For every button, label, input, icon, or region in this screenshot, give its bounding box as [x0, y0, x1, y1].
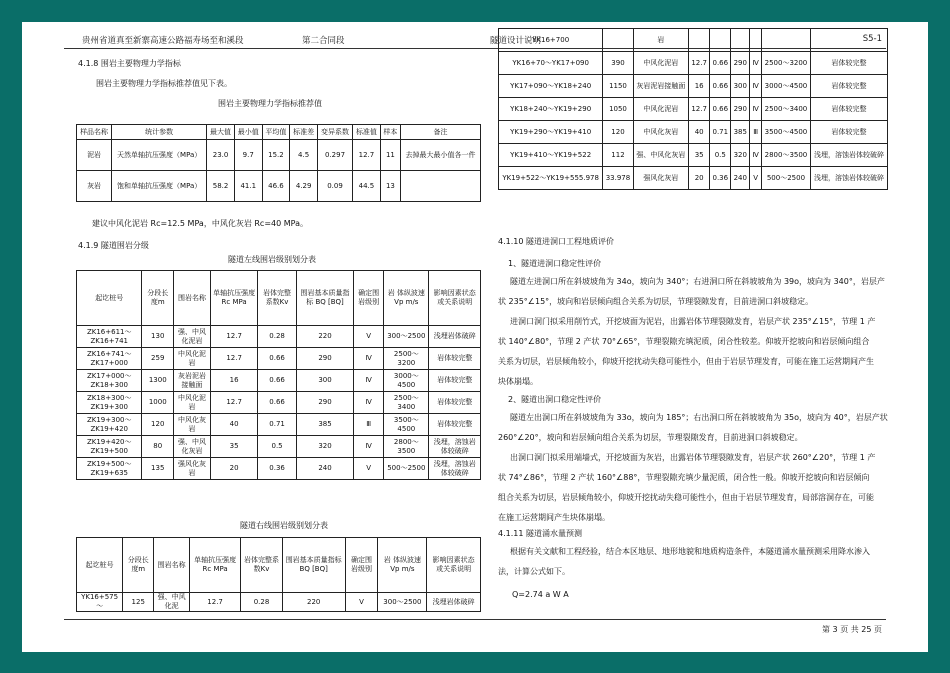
table-cell: 4.5 — [290, 140, 318, 171]
table-cell: 0.28 — [258, 326, 297, 348]
table-cell: 灰岩 — [77, 171, 112, 202]
column-header: 样品名称 — [77, 125, 112, 140]
table-cell: 0.66 — [258, 370, 297, 392]
table-cell: Ⅴ — [354, 326, 384, 348]
table-cell: 浅埋，溶蚀岩体较破碎 — [810, 167, 887, 190]
table-cell: 40 — [211, 414, 258, 436]
column-header: 单轴抗压强度Rc MPa — [211, 271, 258, 326]
table-cell: ZK19+300～ZK19+420 — [77, 414, 142, 436]
table-row — [77, 171, 481, 202]
table-cell: ZK19+500～ZK19+635 — [77, 458, 142, 480]
table-cell: 240 — [296, 458, 353, 480]
table-cell: 0.09 — [317, 171, 352, 202]
text-line: 260°∠20°，坡向和岩层倾向组合关系为切层，节理裂隙发育，目前进洞口斜坡稳定。 — [498, 433, 803, 442]
table-cell: 11 — [380, 140, 400, 171]
table-cell: 2800～3500 — [384, 436, 429, 458]
table-cell: Ⅳ — [354, 436, 384, 458]
table-cell: 2500～3400 — [384, 392, 429, 414]
text-line: 状 140°∠80°，节理 2 产状 70°∠65°，节理裂隙充填泥质，闭合性较差。仰坡开挖坡向和岩层倾向组合 — [498, 337, 870, 346]
table-cell: Ⅳ — [354, 348, 384, 370]
table-cell: 0.66 — [258, 348, 297, 370]
table-cell: 13 — [380, 171, 400, 202]
table-cell: 0.66 — [710, 52, 731, 75]
table-cell: 320 — [296, 436, 353, 458]
table-cell: 2800～3500 — [761, 144, 810, 167]
table-cell: ZK18+300～ZK19+300 — [77, 392, 142, 414]
table-cell: 2500～3200 — [761, 52, 810, 75]
table-cell: 500～2500 — [761, 167, 810, 190]
table-cell: Ⅳ — [354, 370, 384, 392]
header-mid: 第二合同段 — [302, 36, 345, 46]
table-row — [77, 370, 481, 392]
table-row — [77, 140, 481, 171]
table-cell: 强、中风化泥 — [154, 593, 190, 612]
table-cell: 240 — [731, 167, 750, 190]
text-line: 组合关系为切层，岩层倾角较小，仰坡开挖扰动失稳可能性小，但由于岩层节理发育，局部溶洞存在，可能 — [498, 493, 874, 502]
table-cell: 120 — [142, 414, 174, 436]
table-cell: 12.7 — [211, 392, 258, 414]
table-cell: 去掉最大最小值各一件 — [401, 140, 481, 171]
column-header: 围岩名称 — [174, 271, 211, 326]
text-line: 隧道左进洞口所在斜坡坡角为 34o，坡向为 340°；右进洞口所在斜坡坡角为 39o，坡向为 340°，岩层产 — [510, 277, 885, 286]
left-line-rock-class-table — [76, 270, 481, 480]
table-cell: YK16+70～YK17+090 — [499, 52, 603, 75]
table-header-row — [77, 538, 481, 593]
section-heading-4-1-8: 4.1.8 围岩主要物理力学指标 — [78, 59, 181, 68]
table-cell: 130 — [142, 326, 174, 348]
column-header: 单轴抗压强度Rc MPa — [189, 538, 240, 593]
table-cell: 1150 — [603, 75, 633, 98]
table-row — [499, 144, 888, 167]
table-cell: 41.1 — [234, 171, 262, 202]
table-cell: 15.2 — [262, 140, 290, 171]
table-cell: 0.66 — [710, 75, 731, 98]
table-header-row — [77, 125, 481, 140]
column-header: 分段长度m — [142, 271, 174, 326]
paragraph: 围岩主要物理力学指标推荐值见下表。 — [96, 79, 232, 88]
table-cell: 浅埋岩体破碎 — [427, 593, 481, 612]
table-cell: 强、中风化泥岩 — [174, 326, 211, 348]
table-cell: YK19+522～YK19+555.978 — [499, 167, 603, 190]
table-cell: 500～2500 — [384, 458, 429, 480]
header-center: 隧道设计说明 — [490, 36, 542, 46]
table-cell: 33.978 — [603, 167, 633, 190]
table-cell: 0.71 — [258, 414, 297, 436]
table-cell — [710, 29, 731, 52]
table-cell: 0.36 — [710, 167, 731, 190]
table-cell: 120 — [603, 121, 633, 144]
column-header: 起讫桩号 — [77, 538, 123, 593]
header-left: 贵州省道真至新寨高速公路福寿场至和溪段 — [82, 36, 244, 46]
table-header-row — [77, 271, 481, 326]
table-cell: 16 — [211, 370, 258, 392]
table-row — [499, 121, 888, 144]
text-line: 出洞口洞门拟采用端墙式，开挖坡面为灰岩，出露岩体节理裂隙发育，岩层产状 260°∠20°，节理 1 产 — [510, 453, 876, 462]
table-cell: 125 — [123, 593, 154, 612]
table-title: 围岩主要物理力学指标推荐值 — [218, 99, 322, 108]
table-cell — [731, 29, 750, 52]
table-cell: 岩体较完整 — [429, 414, 481, 436]
table-cell: 58.2 — [207, 171, 235, 202]
inflow-paragraph — [498, 542, 898, 582]
table-cell: 0.297 — [317, 140, 352, 171]
table-cell: 12.7 — [689, 52, 710, 75]
table-cell — [810, 29, 887, 52]
table-row — [77, 458, 481, 480]
text-line: 在施工运营期间产生块体崩塌。 — [498, 513, 610, 522]
table-cell: 259 — [142, 348, 174, 370]
table-row — [77, 392, 481, 414]
table-cell: 12.7 — [353, 140, 381, 171]
exit-paragraph — [498, 408, 898, 528]
table-cell: Ⅳ — [354, 392, 384, 414]
table-cell — [750, 29, 762, 52]
table-cell: YK19+410～YK19+522 — [499, 144, 603, 167]
table-cell: 220 — [282, 593, 345, 612]
table-cell: ZK16+741～ZK17+000 — [77, 348, 142, 370]
table-cell: Ⅲ — [354, 414, 384, 436]
text-line: 隧道左出洞口所在斜坡坡角为 33o，坡向为 185°；右出洞口所在斜坡坡角为 35o，坡向为 40°，岩层产状 — [510, 413, 888, 422]
table-cell: 0.5 — [258, 436, 297, 458]
table-cell: 4.29 — [290, 171, 318, 202]
column-header: 统计参数 — [112, 125, 207, 140]
column-header: 围岩基本质量指标 BQ [BQ] — [296, 271, 353, 326]
column-header: 影响因素状态或关系说明 — [429, 271, 481, 326]
table-cell: 3000～4500 — [384, 370, 429, 392]
table-cell: 290 — [731, 98, 750, 121]
table-cell: 饱和单轴抗压强度（MPa） — [112, 171, 207, 202]
table-cell: 泥岩 — [77, 140, 112, 171]
table-cell: 135 — [142, 458, 174, 480]
table-cell: 岩体较完整 — [810, 121, 887, 144]
table-cell: 9.7 — [234, 140, 262, 171]
table-cell: Ⅲ — [750, 121, 762, 144]
entrance-paragraph — [498, 272, 898, 392]
formula: Q=2.74 a W A — [512, 590, 569, 599]
table-cell: 岩体较完整 — [429, 348, 481, 370]
table-cell: 岩体较完整 — [810, 98, 887, 121]
column-header: 围岩名称 — [154, 538, 190, 593]
column-header: 备注 — [401, 125, 481, 140]
section-heading-4-1-9: 4.1.9 隧道围岩分级 — [78, 241, 149, 250]
table-cell: 46.6 — [262, 171, 290, 202]
column-header: 最小值 — [234, 125, 262, 140]
table-cell: 290 — [731, 52, 750, 75]
table-cell — [401, 171, 481, 202]
page-number: 第 3 页 共 25 页 — [822, 625, 882, 634]
text-line: 法，计算公式如下。 — [498, 567, 570, 576]
table-cell: 岩体较完整 — [429, 392, 481, 414]
table-cell: 1050 — [603, 98, 633, 121]
table-cell: 290 — [296, 392, 353, 414]
table-row — [499, 52, 888, 75]
column-header: 分段长度m — [123, 538, 154, 593]
subheading: 2、隧道出洞口稳定性评价 — [508, 395, 602, 404]
text-line: 关系为切层，岩层倾角较小，仰坡开挖扰动失稳可能性小，但由于岩层节理发育，可能在施工运营期间产生 — [498, 357, 874, 366]
table-cell: YK18+240～YK19+290 — [499, 98, 603, 121]
table-cell: 300 — [296, 370, 353, 392]
table-cell: Ⅳ — [750, 75, 762, 98]
table-cell: 16 — [689, 75, 710, 98]
table-cell: 浅埋，溶蚀岩体较破碎 — [429, 458, 481, 480]
column-header: 标准差 — [290, 125, 318, 140]
table-cell: 80 — [142, 436, 174, 458]
table-cell: 300～2500 — [384, 326, 429, 348]
table-cell: 385 — [296, 414, 353, 436]
table-cell: 35 — [211, 436, 258, 458]
table-cell: 天然单轴抗压强度（MPa） — [112, 140, 207, 171]
table-cell: 220 — [296, 326, 353, 348]
table-cell: YK16+575～ — [77, 593, 123, 612]
table-cell: 390 — [603, 52, 633, 75]
table-cell: Ⅳ — [750, 98, 762, 121]
text-line: 进洞口洞门拟采用削竹式，开挖坡面为泥岩，出露岩体节理裂隙发育，岩层产状 235°∠15°，节理 1 产 — [510, 317, 876, 326]
table-cell: 0.36 — [258, 458, 297, 480]
table-cell: Ⅴ — [354, 458, 384, 480]
column-header: 标准值 — [353, 125, 381, 140]
table-cell: YK16+700 — [499, 29, 603, 52]
column-header: 岩 体纵波速Vp m/s — [378, 538, 427, 593]
table-row — [77, 436, 481, 458]
table-cell: 强、中风化灰岩 — [633, 144, 688, 167]
table-cell: 中风化泥岩 — [633, 52, 688, 75]
table-cell: 中风化泥岩 — [174, 392, 211, 414]
table-cell: 中风化灰岩 — [174, 414, 211, 436]
table-cell: 0.66 — [710, 98, 731, 121]
table-cell: 44.5 — [353, 171, 381, 202]
table-row — [499, 29, 888, 52]
table-row — [77, 348, 481, 370]
table-cell: 35 — [689, 144, 710, 167]
table-title: 隧道右线围岩级别划分表 — [240, 521, 328, 530]
table-cell: 23.0 — [207, 140, 235, 171]
table-cell: 岩体较完整 — [429, 370, 481, 392]
table-row — [77, 326, 481, 348]
table-cell: 40 — [689, 121, 710, 144]
column-header: 起讫桩号 — [77, 271, 142, 326]
footer-rule — [64, 619, 886, 620]
table-cell: 3500～4500 — [384, 414, 429, 436]
table-cell: 112 — [603, 144, 633, 167]
column-header: 确定围岩级别 — [354, 271, 384, 326]
right-line-rock-class-table-continued — [498, 28, 888, 190]
table-cell: 强、中风化灰岩 — [174, 436, 211, 458]
table-cell: 3500～4500 — [761, 121, 810, 144]
table-cell: 岩体较完整 — [810, 52, 887, 75]
table-cell: YK17+090～YK18+240 — [499, 75, 603, 98]
table-cell: 20 — [689, 167, 710, 190]
column-header: 围岩基本质量指标 BQ [BQ] — [282, 538, 345, 593]
table-cell: 1300 — [142, 370, 174, 392]
table-cell: 中风化灰岩 — [633, 121, 688, 144]
table-cell: 12.7 — [211, 326, 258, 348]
column-header: 岩体完整系数Kv — [241, 538, 283, 593]
table-cell: 300～2500 — [378, 593, 427, 612]
table-cell: 12.7 — [189, 593, 240, 612]
table-row — [499, 98, 888, 121]
table-cell: 2500～3200 — [384, 348, 429, 370]
table-cell: 385 — [731, 121, 750, 144]
table-cell: Ⅴ — [345, 593, 378, 612]
table-cell — [689, 29, 710, 52]
column-header: 确定围岩级别 — [345, 538, 378, 593]
table-cell: 320 — [731, 144, 750, 167]
table-cell: 1000 — [142, 392, 174, 414]
table-cell — [761, 29, 810, 52]
column-header: 最大值 — [207, 125, 235, 140]
column-header: 平均值 — [262, 125, 290, 140]
table-cell: 浅埋岩体破碎 — [429, 326, 481, 348]
properties-table — [76, 124, 481, 202]
table-cell — [603, 29, 633, 52]
table-row — [77, 414, 481, 436]
table-cell: 浅埋，溶蚀岩体较破碎 — [810, 144, 887, 167]
column-header: 影响因素状态或关系说明 — [427, 538, 481, 593]
table-row — [77, 593, 481, 612]
table-title: 隧道左线围岩级别划分表 — [228, 255, 316, 264]
table-cell: YK19+290～YK19+410 — [499, 121, 603, 144]
table-cell: 强风化灰岩 — [633, 167, 688, 190]
table-row — [499, 75, 888, 98]
column-header: 岩 体纵波速Vp m/s — [384, 271, 429, 326]
table-cell: 中风化泥岩 — [174, 348, 211, 370]
table-cell: 岩 — [633, 29, 688, 52]
table-cell: 0.5 — [710, 144, 731, 167]
table-cell: Ⅳ — [750, 144, 762, 167]
column-header: 样本 — [380, 125, 400, 140]
table-cell: 0.28 — [241, 593, 283, 612]
table-cell: ZK16+611～ZK16+741 — [77, 326, 142, 348]
table-cell: 岩体较完整 — [810, 75, 887, 98]
table-cell: 中风化泥岩 — [633, 98, 688, 121]
right-line-rock-class-table — [76, 537, 481, 612]
table-cell: 12.7 — [689, 98, 710, 121]
table-cell: 0.71 — [710, 121, 731, 144]
table-cell: 3000～4500 — [761, 75, 810, 98]
text-line: 状 235°∠15°，坡向和岩层倾向组合关系为切层，节理裂隙发育，目前进洞口斜坡稳定。 — [498, 297, 814, 306]
table-cell: Ⅳ — [750, 52, 762, 75]
recommendation-note: 建议中风化泥岩 Rc=12.5 MPa，中风化灰岩 Rc=40 MPa。 — [92, 219, 309, 228]
text-line: 根据有关文献和工程经验，结合本区地层、地形地貌和地质构造条件，本隧道涌水量预测采用降水渗入 — [510, 547, 870, 556]
subheading: 1、隧道进洞口稳定性评价 — [508, 259, 602, 268]
column-header: 变异系数 — [317, 125, 352, 140]
column-header: 岩体完整系数Kv — [258, 271, 297, 326]
table-cell: 20 — [211, 458, 258, 480]
text-line: 状 74°∠86°，节理 2 产状 160°∠88°，节理裂隙充填少量泥质，闭合性一般。仰坡开挖坡向和岩层倾向 — [498, 473, 870, 482]
document-page — [22, 22, 928, 652]
table-cell: Ⅴ — [750, 167, 762, 190]
header-right: S5-1 — [862, 34, 882, 44]
table-cell: ZK19+420～ZK19+500 — [77, 436, 142, 458]
table-cell: ZK17+000～ZK18+300 — [77, 370, 142, 392]
section-heading-4-1-10: 4.1.10 隧道进洞口工程地质评价 — [498, 237, 614, 246]
table-cell: 0.66 — [258, 392, 297, 414]
table-cell: 12.7 — [211, 348, 258, 370]
section-heading-4-1-11: 4.1.11 隧道涌水量预测 — [498, 529, 582, 538]
table-cell: 290 — [296, 348, 353, 370]
table-cell: 灰岩泥岩接触面 — [174, 370, 211, 392]
table-cell: 300 — [731, 75, 750, 98]
text-line: 块体崩塌。 — [498, 377, 538, 386]
table-cell: 2500～3400 — [761, 98, 810, 121]
table-cell: 灰岩泥岩接触面 — [633, 75, 688, 98]
table-row — [499, 167, 888, 190]
table-cell: 浅埋，溶蚀岩体较破碎 — [429, 436, 481, 458]
table-cell: 强风化灰岩 — [174, 458, 211, 480]
